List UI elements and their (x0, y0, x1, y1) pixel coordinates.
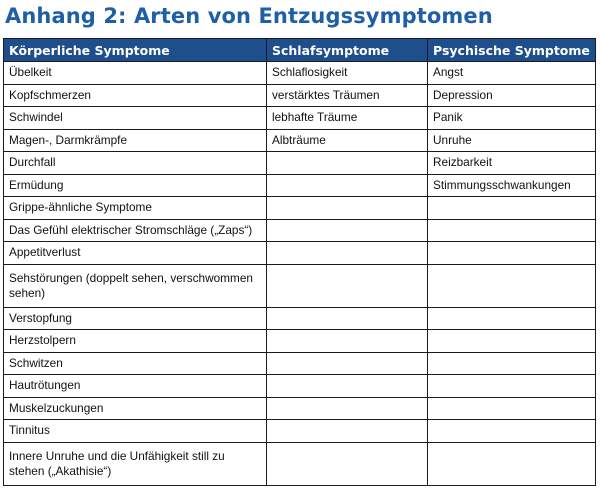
table-row (4, 375, 596, 398)
physical-symptom-cell: Das Gefühl elektrischer Stromschläge („Zaps“) (4, 219, 267, 242)
psychological-symptom-cell: Depression (428, 84, 596, 107)
physical-symptom-cell: Tinnitus (4, 420, 267, 443)
table-row (4, 107, 596, 130)
physical-symptom-cell: Durchfall (4, 152, 267, 175)
table-row (4, 242, 596, 265)
physical-symptom-cell: Hautrötungen (4, 375, 267, 398)
sleep-symptom-cell (267, 352, 428, 375)
sleep-symptom-cell: lebhafte Träume (267, 107, 428, 130)
table-row (4, 129, 596, 152)
physical-symptom-cell: Magen-, Darmkrämpfe (4, 129, 267, 152)
table-row (4, 420, 596, 443)
physical-symptom-cell: Schwindel (4, 107, 267, 130)
table-row (4, 352, 596, 375)
sleep-symptom-cell (267, 397, 428, 420)
table-row (4, 442, 596, 485)
psychological-symptom-cell (428, 375, 596, 398)
psychological-symptom-cell (428, 420, 596, 443)
physical-symptom-cell: Kopfschmerzen (4, 84, 267, 107)
sleep-symptom-cell (267, 330, 428, 353)
psychological-symptom-cell: Angst (428, 62, 596, 85)
psychological-symptom-cell (428, 352, 596, 375)
physical-symptom-cell: Innere Unruhe und die Unfähigkeit still zu stehen („Akathisie“) (4, 442, 267, 485)
psychological-symptom-cell: Reizbarkeit (428, 152, 596, 175)
physical-symptom-cell: Herzstolpern (4, 330, 267, 353)
sleep-symptom-cell: Albträume (267, 129, 428, 152)
physical-symptom-cell: Grippe-ähnliche Symptome (4, 197, 267, 220)
psychological-symptom-cell (428, 397, 596, 420)
sleep-symptom-cell: Schlaflosigkeit (267, 62, 428, 85)
sleep-symptom-cell: verstärktes Träumen (267, 84, 428, 107)
header-sleep-symptoms: Schlafsymptome (267, 39, 428, 62)
sleep-symptom-cell (267, 152, 428, 175)
physical-symptom-cell: Schwitzen (4, 352, 267, 375)
sleep-symptom-cell (267, 174, 428, 197)
physical-symptom-cell: Muskelzuckungen (4, 397, 267, 420)
physical-symptom-cell: Sehstörungen (doppelt sehen, verschwommen sehen) (4, 264, 267, 307)
psychological-symptom-cell: Unruhe (428, 129, 596, 152)
table-row (4, 397, 596, 420)
sleep-symptom-cell (267, 197, 428, 220)
psychological-symptom-cell (428, 264, 596, 307)
psychological-symptom-cell (428, 197, 596, 220)
table-row (4, 330, 596, 353)
table-row (4, 174, 596, 197)
psychological-symptom-cell (428, 307, 596, 330)
page-title: Anhang 2: Arten von Entzugssymptomen (5, 4, 493, 28)
psychological-symptom-cell (428, 442, 596, 485)
table-row (4, 152, 596, 175)
table-row (4, 84, 596, 107)
psychological-symptom-cell: Panik (428, 107, 596, 130)
sleep-symptom-cell (267, 442, 428, 485)
symptoms-table (3, 38, 596, 486)
psychological-symptom-cell (428, 330, 596, 353)
sleep-symptom-cell (267, 307, 428, 330)
physical-symptom-cell: Ermüdung (4, 174, 267, 197)
header-psychological-symptoms: Psychische Symptome (428, 39, 596, 62)
table-row (4, 62, 596, 85)
table-row (4, 197, 596, 220)
sleep-symptom-cell (267, 420, 428, 443)
table-row (4, 219, 596, 242)
table-row (4, 264, 596, 307)
table-row (4, 307, 596, 330)
psychological-symptom-cell (428, 219, 596, 242)
sleep-symptom-cell (267, 219, 428, 242)
physical-symptom-cell: Übelkeit (4, 62, 267, 85)
header-physical-symptoms: Körperliche Symptome (4, 39, 267, 62)
sleep-symptom-cell (267, 264, 428, 307)
sleep-symptom-cell (267, 242, 428, 265)
table-header-row (4, 39, 596, 62)
psychological-symptom-cell: Stimmungsschwankungen (428, 174, 596, 197)
physical-symptom-cell: Verstopfung (4, 307, 267, 330)
psychological-symptom-cell (428, 242, 596, 265)
sleep-symptom-cell (267, 375, 428, 398)
physical-symptom-cell: Appetitverlust (4, 242, 267, 265)
